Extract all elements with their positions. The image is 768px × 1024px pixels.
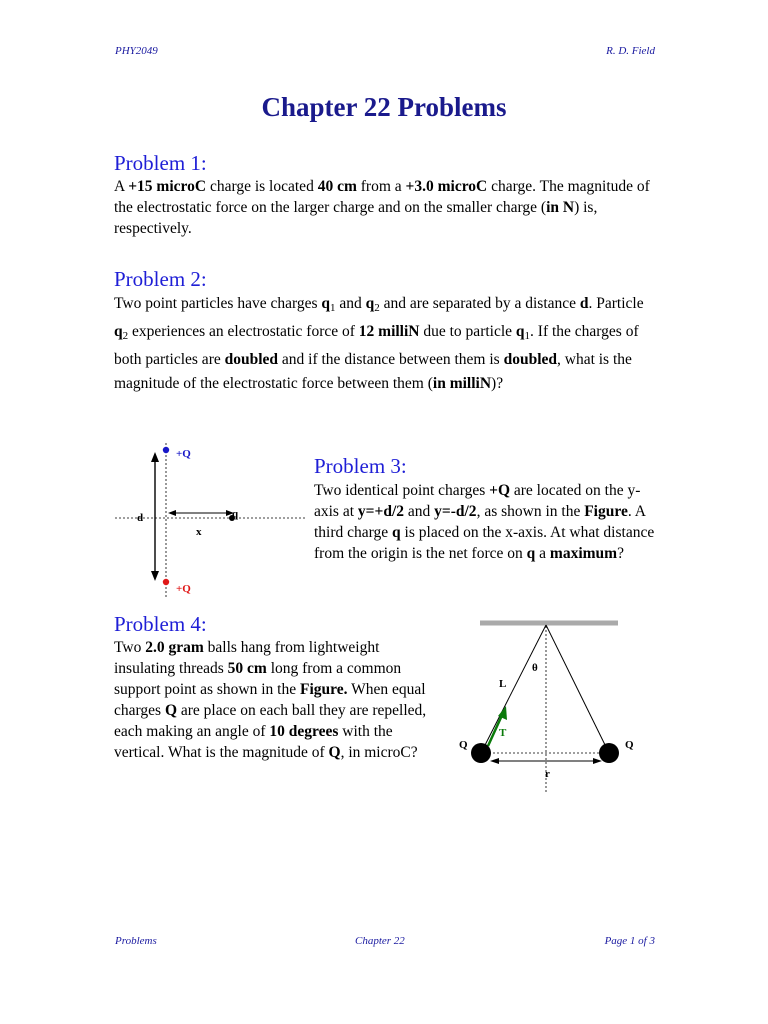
left-charge-label: Q — [459, 739, 468, 751]
figure-3 — [100, 440, 310, 600]
length-label: L — [499, 678, 507, 690]
top-charge-label: +Q — [176, 448, 191, 460]
x-label: x — [196, 526, 202, 538]
footer-center: Chapter 22 — [355, 935, 405, 947]
right-charge-label: Q — [625, 739, 634, 751]
bottom-charge — [163, 579, 169, 585]
problem-1-text: A +15 microC charge is located 40 cm from a +3.0 microC charge. The magnitude of the electrostatic force on the larger charge and on the smaller charge (in N) is, respectively. — [114, 178, 650, 237]
left-ball — [471, 743, 491, 763]
separation-label: r — [545, 768, 550, 780]
problem-4-text: Two 2.0 gram balls hang from lightweight insulating threads 50 cm long from a common support point as shown in the Figure. When equal charges Q are place on each ball they are repelled, each making an angle of 10 degrees with the vertical. What is the magnitude of Q, in microC? — [114, 639, 427, 761]
distance-label: d — [137, 512, 144, 524]
bottom-charge-label: +Q — [176, 583, 191, 595]
page-title: Chapter 22 Problems — [261, 92, 507, 122]
test-charge-label: q — [232, 508, 239, 520]
tension-label: T — [499, 727, 507, 739]
figure-4 — [445, 612, 655, 797]
right-thread — [546, 625, 609, 753]
problem-3-text: Two identical point charges +Q are located on the y-axis at y=+d/2 and y=-d/2, as shown in the Figure. A third charge q is placed on the x-axis. At what distance from the origin is the net force on q a maximum? — [314, 482, 655, 562]
problem-3-heading: Problem 3: — [314, 454, 407, 478]
header-author: R. D. Field — [606, 45, 655, 57]
problem-2-text: Two point particles have charges $q_1$ and $q_2$ and are separated by a distance d. Particle $q_2$ experiences an electrostatic force of 12 milliN due to particle $q_1$. If the charges of both particles are doubled and if the distance between them is doubled, what is the magnitude of the electrostatic force between them (in milliN)? — [114, 295, 644, 392]
problem-2-heading: Problem 2: — [114, 267, 207, 291]
footer-left: Problems — [115, 935, 157, 947]
problem-4-heading: Problem 4: — [114, 612, 207, 636]
header-course: PHY2049 — [115, 45, 158, 57]
right-ball — [599, 743, 619, 763]
left-thread — [481, 625, 546, 753]
top-charge — [163, 447, 169, 453]
theta-label: θ — [532, 662, 538, 674]
footer-page-number: Page 1 of 3 — [604, 935, 655, 947]
problem-1-heading: Problem 1: — [114, 151, 207, 175]
